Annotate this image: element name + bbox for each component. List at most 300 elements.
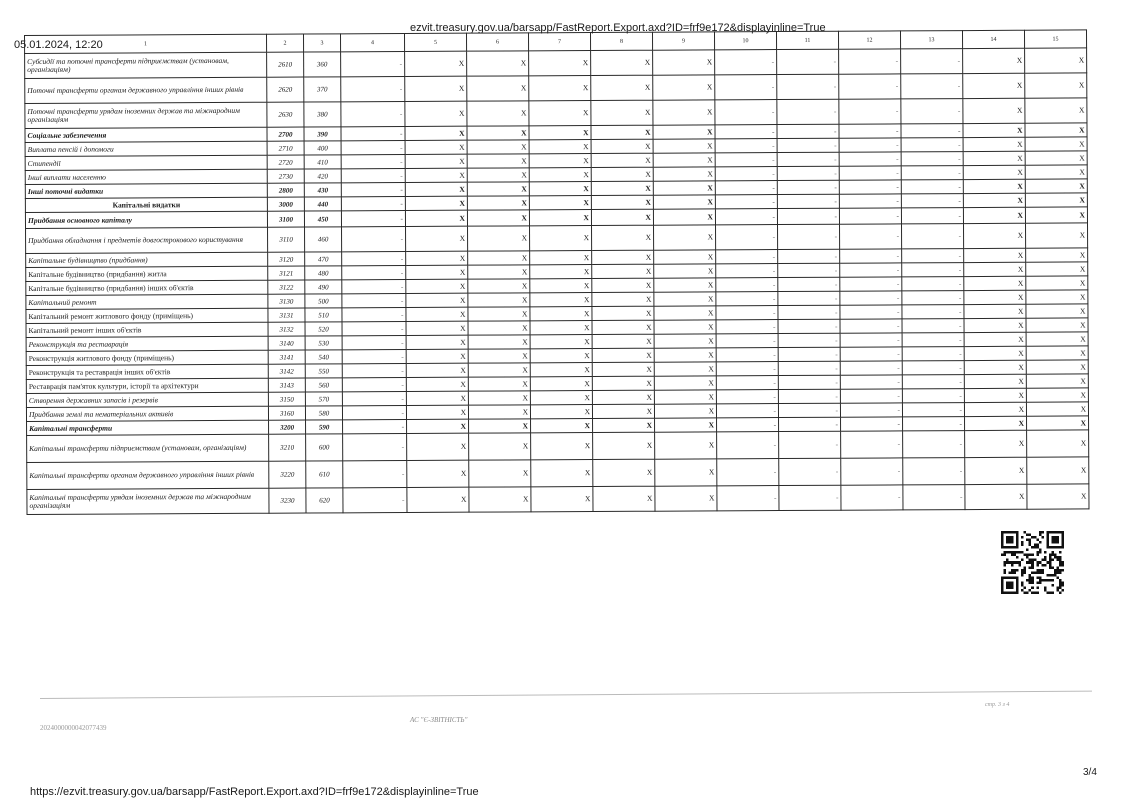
qr-module: [1041, 579, 1044, 582]
row-name: Капітальний ремонт: [26, 294, 268, 309]
qr-module: [1026, 579, 1029, 582]
qr-module: [1049, 566, 1052, 569]
row-name: Капітальні видатки: [25, 197, 267, 212]
row-value-cell: X: [1026, 346, 1088, 360]
row-value-cell: -: [342, 406, 406, 420]
row-value-cell: -: [341, 169, 405, 183]
row-value-cell: X: [591, 195, 653, 209]
row-value-cell: X: [963, 207, 1025, 223]
qr-module: [1031, 586, 1034, 589]
row-value-cell: X: [406, 349, 468, 363]
row-value-cell: X: [468, 226, 530, 251]
row-value-cell: X: [1026, 304, 1088, 318]
row-value-cell: X: [963, 151, 1025, 165]
row-value-cell: X: [467, 182, 529, 196]
row-value-cell: -: [779, 431, 841, 458]
row-value-cell: -: [840, 224, 902, 249]
row-value-cell: X: [530, 349, 592, 363]
row-value-cell: X: [405, 126, 467, 140]
row-value-cell: -: [902, 361, 964, 375]
row-value-cell: X: [405, 140, 467, 154]
row-name: Поточні трансферти органам державного управління інших рівнів: [25, 77, 267, 103]
row-value-cell: X: [1025, 137, 1087, 151]
row-value-cell: X: [405, 51, 467, 76]
row-value-cell: X: [529, 51, 591, 76]
row-name: Реконструкція та реставрація інших об'єктів: [26, 364, 268, 379]
row-value-cell: -: [341, 155, 405, 169]
row-value-cell: X: [964, 388, 1026, 402]
row-value-cell: X: [654, 292, 716, 306]
row-value-cell: X: [592, 376, 654, 390]
row-value-cell: -: [902, 277, 964, 291]
qr-module: [1036, 569, 1039, 572]
row-value-cell: X: [592, 362, 654, 376]
qr-module: [1014, 569, 1017, 572]
row-value-cell: -: [901, 208, 963, 224]
document-id: 2024000000042077439: [40, 724, 107, 732]
row-code: 3110: [268, 227, 305, 252]
row-line-code: 380: [304, 102, 341, 127]
row-value-cell: X: [655, 432, 717, 459]
qr-module: [1006, 561, 1009, 564]
row-line-code: 510: [305, 308, 342, 322]
row-value-cell: X: [1026, 332, 1088, 346]
qr-module: [1036, 564, 1039, 567]
row-value-cell: -: [840, 319, 902, 333]
qr-module: [1049, 579, 1052, 582]
row-value-cell: -: [716, 404, 778, 418]
row-line-code: 410: [304, 155, 341, 169]
qr-module: [1004, 571, 1007, 574]
row-line-code: 480: [305, 266, 342, 280]
row-value-cell: X: [655, 418, 717, 432]
row-value-cell: X: [467, 154, 529, 168]
qr-module: [1059, 564, 1062, 567]
row-value-cell: -: [778, 403, 840, 417]
qr-module: [1029, 579, 1032, 582]
footer-divider: [40, 691, 1092, 699]
row-value-cell: X: [965, 416, 1027, 430]
row-value-cell: X: [653, 139, 715, 153]
qr-module: [1011, 564, 1014, 567]
row-name: Субсидії та поточні трансферти підприємствам (установам, організаціям): [25, 52, 267, 78]
row-value-cell: X: [468, 307, 530, 321]
qr-module: [1031, 576, 1034, 579]
row-value-cell: X: [655, 486, 717, 511]
row-value-cell: -: [778, 361, 840, 375]
row-value-cell: X: [406, 293, 468, 307]
row-name: Капітальний ремонт інших об'єктів: [26, 322, 268, 337]
row-value-cell: -: [778, 263, 840, 277]
row-value-cell: -: [342, 252, 406, 266]
row-value-cell: X: [964, 290, 1026, 304]
qr-module: [1006, 536, 1014, 544]
row-value-cell: -: [840, 333, 902, 347]
row-name: Капітальні трансферти: [27, 420, 269, 435]
qr-module: [1024, 586, 1027, 589]
row-value-cell: X: [593, 432, 655, 459]
row-line-code: 470: [305, 252, 342, 266]
row-value-cell: -: [902, 403, 964, 417]
row-value-cell: X: [591, 167, 653, 181]
row-value-cell: -: [778, 305, 840, 319]
row-line-code: 590: [306, 420, 343, 434]
qr-module: [1056, 576, 1059, 579]
row-value-cell: -: [715, 125, 777, 139]
row-value-cell: X: [1026, 262, 1088, 276]
qr-module: [1031, 581, 1034, 584]
row-value-cell: -: [778, 347, 840, 361]
qr-module: [1036, 546, 1039, 549]
row-name: Капітальне будівництво (придбання): [26, 252, 268, 267]
row-value-cell: -: [343, 420, 407, 434]
qr-module: [1004, 551, 1007, 554]
row-line-code: 610: [306, 461, 343, 488]
row-value-cell: -: [342, 266, 406, 280]
qr-module: [1059, 579, 1062, 582]
row-name: Придбання землі та нематеріальних активів: [26, 406, 268, 421]
row-value-cell: -: [902, 375, 964, 389]
row-line-code: 390: [304, 127, 341, 141]
print-date: 05.01.2024, 12:20: [14, 39, 103, 51]
qr-module: [1039, 569, 1042, 572]
qr-module: [1029, 554, 1032, 557]
row-value-cell: -: [715, 50, 777, 75]
row-value-cell: -: [839, 152, 901, 166]
row-value-cell: -: [715, 167, 777, 181]
row-value-cell: X: [1025, 151, 1087, 165]
qr-module: [1039, 571, 1042, 574]
row-value-cell: -: [341, 183, 405, 197]
row-code: 3142: [268, 364, 305, 378]
row-value-cell: -: [840, 305, 902, 319]
qr-module: [1034, 571, 1037, 574]
qr-module: [1039, 579, 1042, 582]
row-value-cell: -: [341, 127, 405, 141]
row-value-cell: X: [1025, 223, 1087, 248]
row-value-cell: X: [653, 125, 715, 139]
qr-module: [1051, 574, 1054, 577]
row-value-cell: -: [840, 263, 902, 277]
qr-module: [1039, 561, 1042, 564]
qr-module: [1031, 579, 1034, 582]
row-value-cell: -: [342, 392, 406, 406]
row-value-cell: X: [531, 460, 593, 487]
row-code: 3120: [268, 252, 305, 266]
qr-module: [1034, 591, 1037, 594]
qr-module: [1049, 559, 1052, 562]
row-code: 3230: [269, 488, 306, 513]
row-value-cell: X: [591, 125, 653, 139]
row-value-cell: -: [341, 102, 405, 127]
qr-module: [1034, 546, 1037, 549]
row-value-cell: -: [341, 197, 405, 211]
row-value-cell: X: [406, 377, 468, 391]
row-value-cell: -: [778, 224, 840, 249]
qr-module: [1061, 561, 1064, 564]
row-value-cell: -: [342, 322, 406, 336]
table-row: [27, 484, 1089, 515]
qr-module: [1059, 569, 1062, 572]
row-line-code: 420: [304, 169, 341, 183]
row-value-cell: X: [592, 278, 654, 292]
row-line-code: 580: [305, 406, 342, 420]
row-name: Реконструкція та реставрація: [26, 336, 268, 351]
qr-module: [1004, 569, 1007, 572]
qr-module: [1061, 589, 1064, 592]
row-value-cell: X: [964, 374, 1026, 388]
row-value-cell: X: [530, 293, 592, 307]
qr-module: [1031, 564, 1034, 567]
row-value-cell: -: [716, 348, 778, 362]
qr-module: [1036, 554, 1039, 557]
row-value-cell: X: [591, 100, 653, 125]
qr-module: [1029, 574, 1032, 577]
row-value-cell: X: [405, 210, 467, 226]
qr-code: [1001, 531, 1064, 594]
row-value-cell: X: [467, 76, 529, 101]
row-value-cell: -: [840, 361, 902, 375]
qr-module: [1056, 569, 1059, 572]
row-value-cell: X: [964, 304, 1026, 318]
column-number: 12: [838, 31, 900, 49]
row-value-cell: -: [901, 194, 963, 208]
row-value-cell: -: [840, 277, 902, 291]
row-line-code: 540: [305, 350, 342, 364]
row-line-code: 430: [304, 183, 341, 197]
qr-module: [1026, 556, 1029, 559]
row-value-cell: -: [903, 417, 965, 431]
row-line-code: 620: [306, 488, 343, 513]
qr-module: [1019, 551, 1022, 554]
row-value-cell: X: [592, 390, 654, 404]
row-value-cell: X: [592, 334, 654, 348]
qr-module: [1016, 561, 1019, 564]
qr-module: [1056, 566, 1059, 569]
qr-module: [1021, 544, 1024, 547]
row-code: 2720: [267, 155, 304, 169]
row-value-cell: X: [529, 210, 591, 226]
row-value-cell: X: [469, 419, 531, 433]
qr-module: [1021, 569, 1024, 572]
row-code: 3131: [268, 308, 305, 322]
row-value-cell: X: [592, 264, 654, 278]
row-value-cell: X: [1026, 290, 1088, 304]
row-value-cell: -: [902, 291, 964, 305]
row-value-cell: X: [591, 181, 653, 195]
qr-module: [1036, 544, 1039, 547]
row-code: 3220: [269, 461, 306, 488]
qr-module: [1049, 554, 1052, 557]
row-value-cell: -: [839, 99, 901, 124]
row-value-cell: X: [469, 433, 531, 460]
qr-module: [1021, 551, 1024, 554]
row-value-cell: -: [341, 211, 405, 227]
qr-module: [1039, 541, 1042, 544]
qr-module: [1061, 581, 1064, 584]
qr-module: [1021, 536, 1024, 539]
qr-module: [1026, 561, 1029, 564]
row-value-cell: X: [654, 390, 716, 404]
qr-module: [1019, 561, 1022, 564]
row-line-code: 440: [304, 197, 341, 211]
row-value-cell: X: [530, 251, 592, 265]
qr-module: [1039, 549, 1042, 552]
qr-module: [1041, 531, 1044, 534]
row-line-code: 360: [304, 52, 341, 77]
qr-module: [1006, 581, 1014, 589]
row-value-cell: X: [964, 223, 1026, 248]
qr-module: [1019, 564, 1022, 567]
row-value-cell: -: [841, 485, 903, 510]
qr-module: [1026, 549, 1029, 552]
row-value-cell: -: [715, 75, 777, 100]
row-value-cell: -: [841, 431, 903, 458]
row-value-cell: X: [654, 348, 716, 362]
row-value-cell: X: [407, 487, 469, 512]
row-value-cell: -: [343, 488, 407, 513]
qr-module: [1049, 556, 1052, 559]
row-value-cell: X: [1025, 123, 1087, 137]
qr-module: [1049, 591, 1052, 594]
row-value-cell: X: [529, 154, 591, 168]
qr-module: [1044, 559, 1047, 562]
qr-module: [1024, 554, 1027, 557]
qr-module: [1044, 586, 1047, 589]
row-value-cell: X: [963, 98, 1025, 123]
row-name: Капітальні трансферти органам державного управління інших рівнів: [27, 461, 269, 489]
row-value-cell: -: [341, 52, 405, 77]
qr-module: [1014, 571, 1017, 574]
row-value-cell: -: [778, 319, 840, 333]
row-value-cell: X: [406, 279, 468, 293]
qr-module: [1011, 569, 1014, 572]
row-code: 3130: [268, 294, 305, 308]
qr-module: [1044, 579, 1047, 582]
row-code: 3160: [268, 406, 305, 420]
row-value-cell: X: [592, 292, 654, 306]
row-value-cell: X: [593, 459, 655, 486]
qr-module: [1024, 591, 1027, 594]
row-value-cell: -: [716, 390, 778, 404]
row-value-cell: -: [777, 49, 839, 74]
row-value-cell: -: [778, 291, 840, 305]
row-value-cell: X: [407, 419, 469, 433]
row-value-cell: X: [529, 101, 591, 126]
footer-url: https://ezvit.treasury.gov.ua/barsapp/FastReport.Export.axd?ID=frf9e172&displayinline=True: [30, 786, 479, 798]
row-value-cell: -: [716, 264, 778, 278]
row-value-cell: X: [593, 486, 655, 511]
qr-module: [1026, 554, 1029, 557]
row-value-cell: X: [653, 50, 715, 75]
column-number: 13: [900, 31, 962, 49]
row-value-cell: X: [467, 51, 529, 76]
row-value-cell: X: [592, 250, 654, 264]
row-value-cell: X: [467, 101, 529, 126]
row-value-cell: X: [530, 226, 592, 251]
row-value-cell: -: [902, 389, 964, 403]
row-value-cell: X: [530, 405, 592, 419]
qr-module: [1041, 571, 1044, 574]
row-value-cell: X: [405, 182, 467, 196]
row-code: 3143: [268, 378, 305, 392]
row-value-cell: -: [716, 292, 778, 306]
row-value-cell: X: [468, 251, 530, 265]
row-value-cell: -: [840, 291, 902, 305]
row-value-cell: X: [406, 391, 468, 405]
qr-module: [1029, 566, 1032, 569]
row-value-cell: X: [468, 363, 530, 377]
row-line-code: 550: [305, 364, 342, 378]
row-value-cell: X: [963, 48, 1025, 73]
qr-module: [1021, 589, 1024, 592]
row-value-cell: -: [839, 138, 901, 152]
row-value-cell: X: [468, 377, 530, 391]
row-value-cell: -: [716, 306, 778, 320]
qr-module: [1054, 574, 1057, 577]
row-value-cell: X: [1025, 193, 1087, 207]
row-value-cell: -: [342, 280, 406, 294]
qr-module: [1031, 566, 1034, 569]
row-value-cell: X: [467, 126, 529, 140]
row-value-cell: X: [407, 433, 469, 460]
row-code: 3100: [267, 211, 304, 227]
qr-module: [1011, 551, 1014, 554]
qr-module: [1056, 556, 1059, 559]
qr-module: [1024, 571, 1027, 574]
row-value-cell: X: [1025, 165, 1087, 179]
row-value-cell: -: [901, 99, 963, 124]
qr-module: [1034, 544, 1037, 547]
row-value-cell: -: [902, 224, 964, 249]
row-value-cell: -: [717, 418, 779, 432]
qr-module: [1054, 569, 1057, 572]
row-value-cell: -: [342, 350, 406, 364]
row-value-cell: -: [343, 461, 407, 488]
qr-module: [1021, 571, 1024, 574]
qr-module: [1021, 574, 1024, 577]
qr-module: [1059, 586, 1062, 589]
row-name: Поточні трансферти урядам іноземних держав та міжнародним організаціям: [25, 102, 267, 128]
row-value-cell: X: [592, 306, 654, 320]
row-value-cell: X: [965, 457, 1027, 484]
row-value-cell: X: [530, 335, 592, 349]
row-name: Реконструкція житлового фонду (приміщень): [26, 350, 268, 365]
row-value-cell: X: [654, 278, 716, 292]
qr-module: [1016, 569, 1019, 572]
row-value-cell: X: [1026, 318, 1088, 332]
qr-module: [1036, 586, 1039, 589]
qr-module: [1014, 551, 1017, 554]
qr-module: [1029, 581, 1032, 584]
qr-module: [1059, 584, 1062, 587]
row-value-cell: -: [839, 74, 901, 99]
row-value-cell: X: [469, 460, 531, 487]
qr-module: [1031, 561, 1034, 564]
qr-module: [1016, 556, 1019, 559]
row-value-cell: -: [777, 180, 839, 194]
row-value-cell: X: [531, 487, 593, 512]
row-value-cell: X: [405, 76, 467, 101]
row-value-cell: X: [654, 404, 716, 418]
row-value-cell: X: [529, 140, 591, 154]
row-value-cell: X: [406, 251, 468, 265]
row-value-cell: X: [1026, 276, 1088, 290]
row-value-cell: X: [467, 196, 529, 210]
row-code: 3210: [269, 434, 306, 461]
qr-module: [1011, 554, 1014, 557]
row-value-cell: X: [593, 418, 655, 432]
